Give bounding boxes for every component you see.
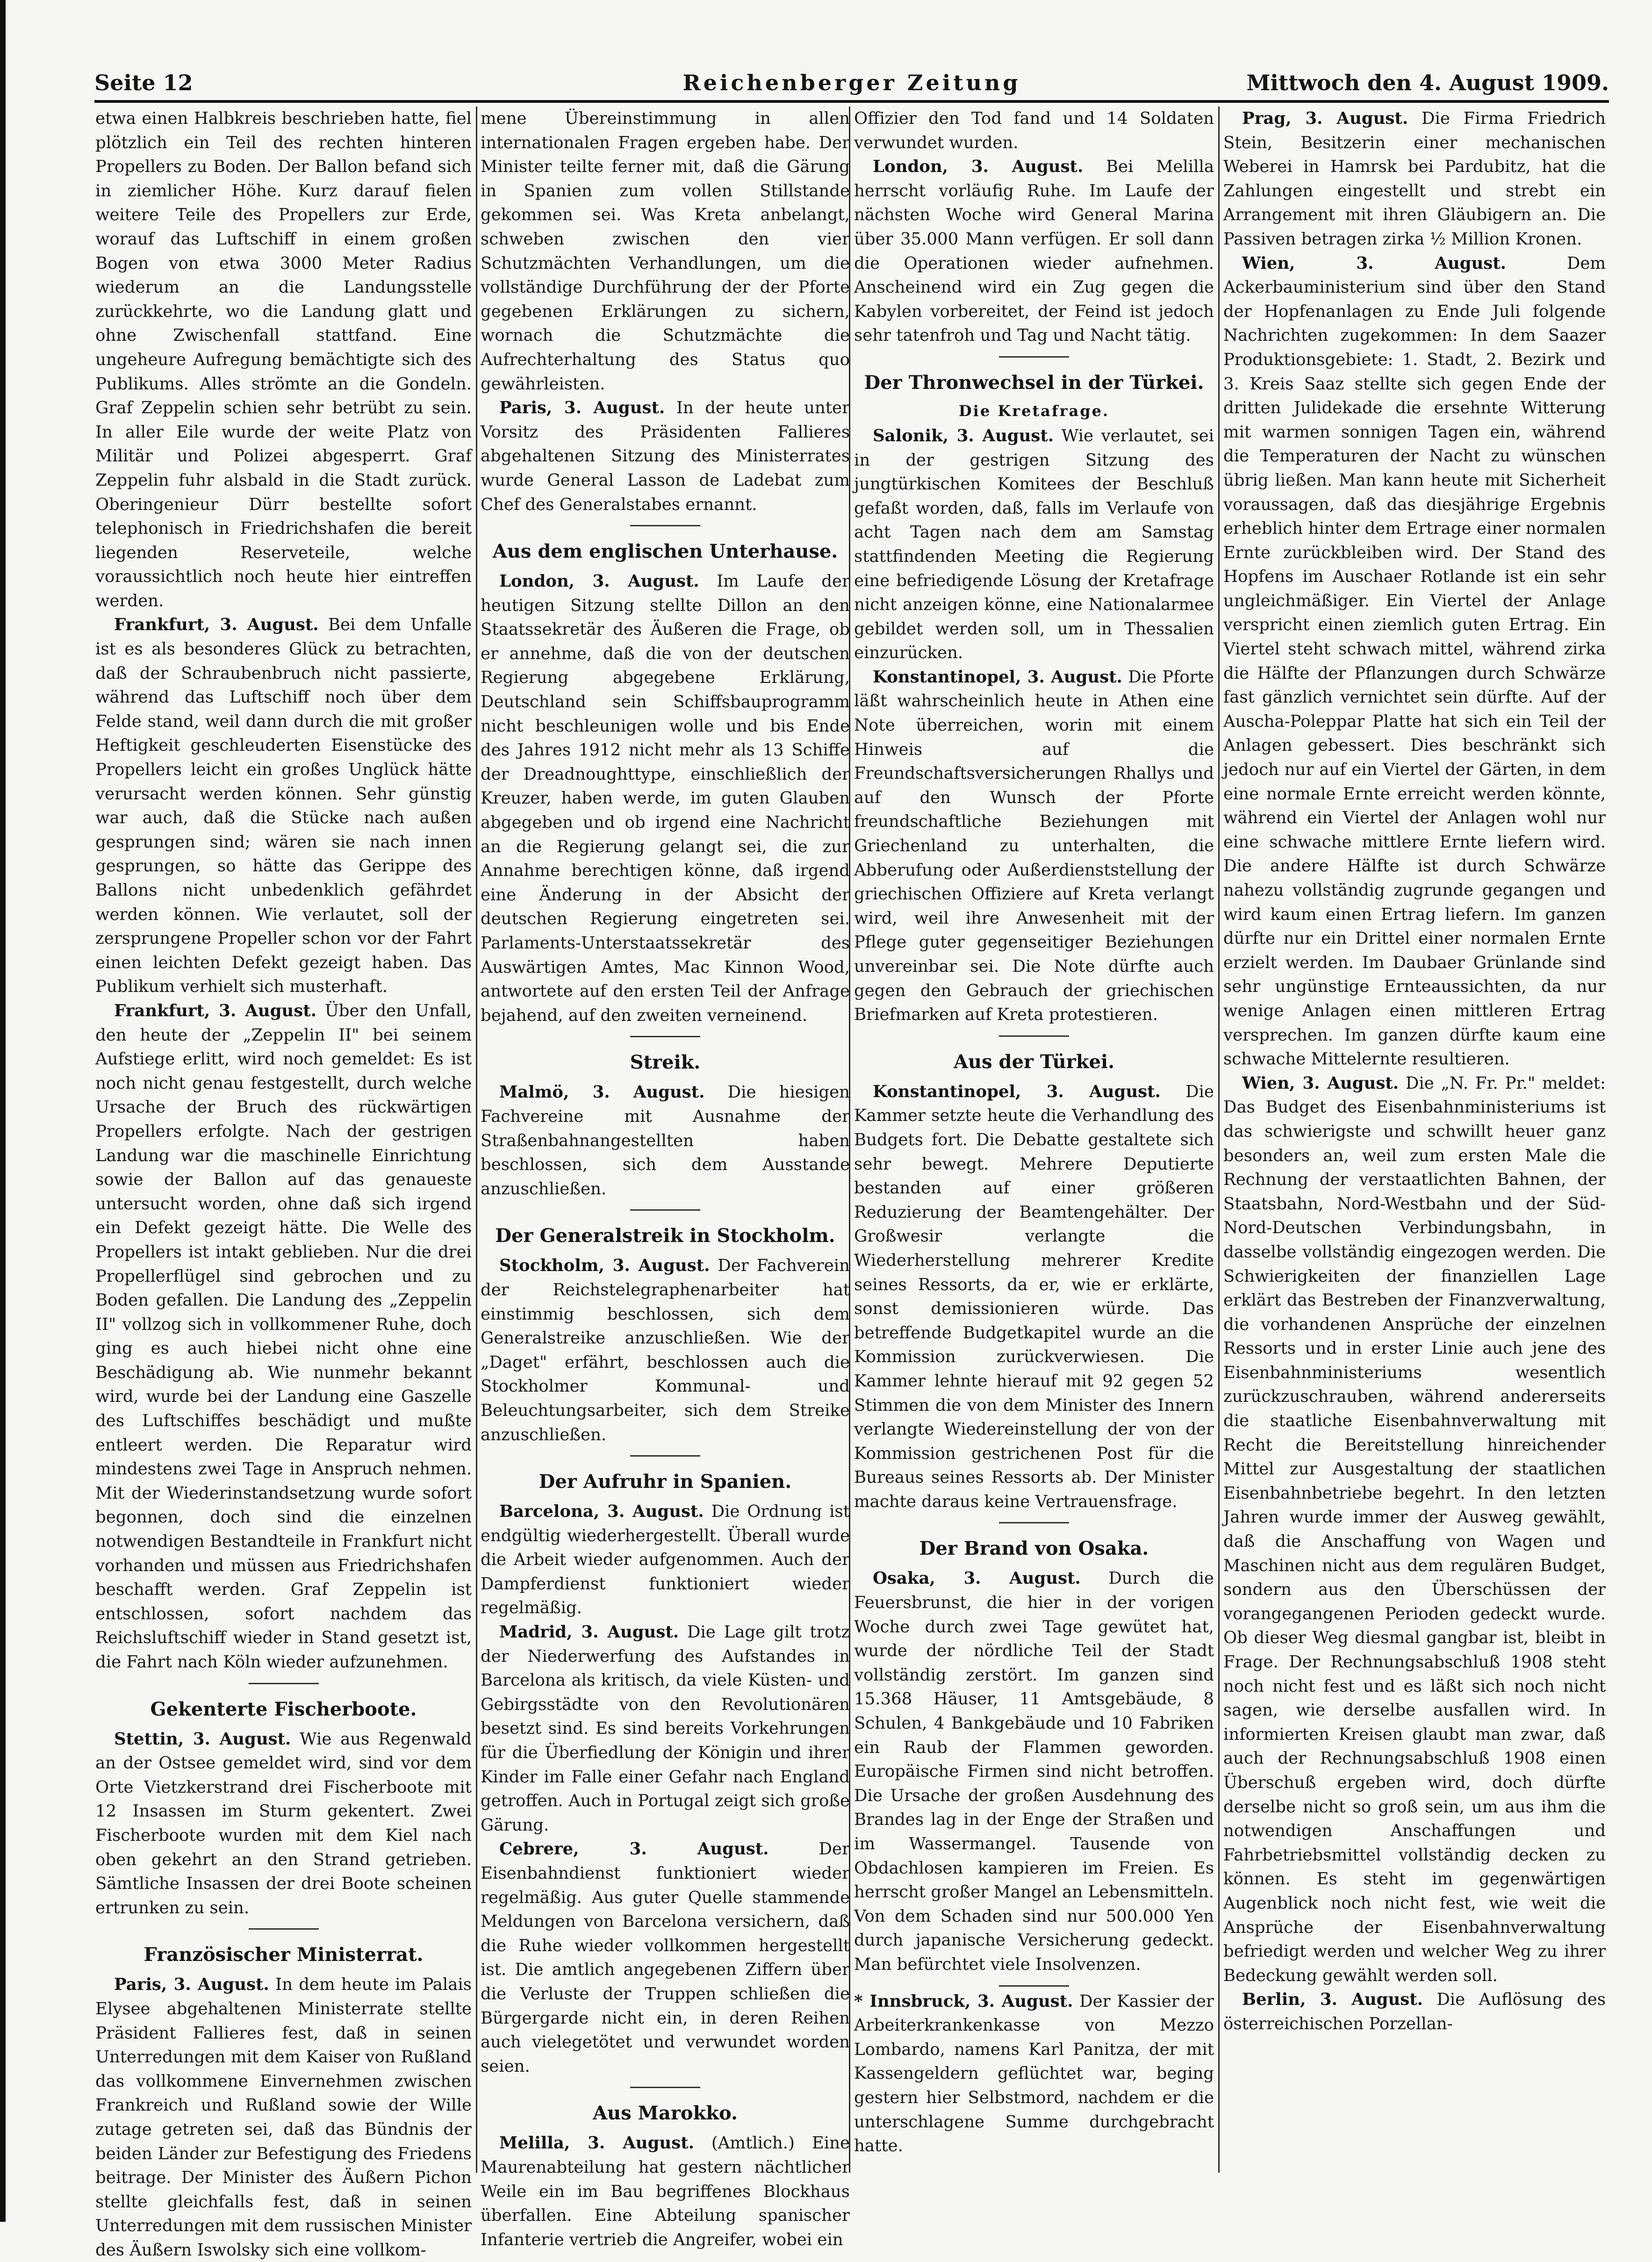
- article-paragraph: Offizier den Tod fand und 14 Soldaten verwundet wurden.: [854, 109, 1214, 152]
- page-header: [94, 70, 1609, 103]
- dateline: London, 3. August.: [873, 157, 1084, 177]
- article-paragraph: [481, 1500, 850, 1620]
- article-headline: Aus der Türkei.: [953, 1050, 1115, 1073]
- article-text: In dem heute im Palais Elysee abgehaltenen Ministerrate stellte Präsident Fallieres fest, daß in seinen Unterredungen mit dem Kaiser von Rußland das vollkommene Einvernehmen zwischen Frankreich und Rußland sowie der Wille zutage getreten sei, daß das Bündnis der beiden Länder zur Befestigung des Friedens beitrage. Der Minister des Äußern Pichon stellte gleichfalls fest, daß in seinen Unterredungen mit dem russischen Minister des Äußern Iswolsky sich eine vollkom-: [95, 1975, 472, 2260]
- article-paragraph: [854, 1566, 1214, 1976]
- dateline: * Innsbruck, 3. August.: [854, 1991, 1073, 2011]
- article-text: Die Firma Friedrich Stein, Besitzerin einer mechanischen Weberei in Hamrsk bei Pardubitz, hat die Zahlungen eingestellt und strebt ein Arrangement mit ihren Gläubigern an. Die Passiven betragen zirka ½ Million Kronen.: [1223, 109, 1606, 249]
- article-paragraph: [481, 396, 850, 517]
- dateline: Frankfurt, 3. August.: [114, 1001, 316, 1020]
- article-paragraph: [95, 613, 472, 999]
- article-paragraph: [1223, 251, 1606, 1071]
- page-number: Seite 12: [94, 70, 193, 95]
- article-headline: Gekenterte Fischerboote.: [150, 1698, 417, 1720]
- article-text: Die Kammer setzte heute die Verhandlung des Budgets fort. Die Debatte gestaltete sich sehr bewegt. Mehrere Deputierte bestanden auf einer größeren Reduzierung der Beamtengehälter. Der Großwesir verlangte die Wiederherstellung mehrerer Kredite seines Ressorts, da er, wie er erklärte, sonst demissionieren würde. Das betreffende Budgetkapitel wurde an die Kommission zurückverwiesen. Die Kammer lehnte hierauf mit 92 gegen 52 Stimmen die von dem Minister des Innern verlangte Wiedereinstellung der von der Kommission gestrichenen Post für die Bureaus seines Ressorts ab. Der Minister machte daraus keine Vertrauensfrage.: [854, 1082, 1214, 1511]
- article-text: In der heute unter Vorsitz des Präsidenten Fallieres abgehaltenen Sitzung des Ministerrates wurde General Lasson de Ladebat zum Chef des Generalstabes ernannt.: [481, 398, 850, 514]
- dateline: Madrid, 3. August.: [499, 1623, 679, 1642]
- article-paragraph: [1223, 1071, 1606, 1988]
- separator: [630, 1455, 700, 1457]
- dateline: London, 3. August.: [499, 572, 699, 591]
- article-headline: Der Generalstreik in Stockholm.: [495, 1225, 835, 1247]
- separator: [999, 356, 1069, 358]
- article-text: Wie verlautet, sei in der gestrigen Sitzung des jungtürkischen Komitees der Beschluß gefaßt worden, daß, falls im Verlaufe von acht Tagen nach dem am Samstag stattfindenden Meeting die Regierung eine befriedigende Lösung der Kretafrage nicht anzeigen könne, eine Nationalarmee gebildet werden soll, um in Thessalien einzurücken.: [854, 426, 1214, 663]
- column-1: [95, 107, 472, 2260]
- article-headline: Streik.: [630, 1051, 701, 1074]
- article-text: Der Eisenbahndienst funktioniert wieder regelmäßig. Aus guter Quelle stammende Meldungen von Barcelona versichern, daß die Ruhe wieder vollkommen hergestellt ist. Die amtlich angegebenen Ziffern über die Verluste der Truppen schließen die Bürgergarde nicht ein, in deren Reihen auch vielegetötet und verwundet worden seien.: [481, 1839, 850, 2076]
- separator: [999, 1035, 1069, 1037]
- article-text: Über den Unfall, den heute der „Zeppelin II" bei seinem Aufstiege erlitt, wird noch gemeldet: Es ist noch nicht genau festgestellt, durch welche Ursache der Bruch des rückwärtigen Propellers erfolgte. Nach der gestrigen Landung war die maschinelle Einrichtung sowie der Ballon auf das genaueste untersucht worden, ohne daß sich irgend ein Defekt gezeigt hätte. Die Welle des Propellers ist intakt geblieben. Nur die drei Propellerflügel sind gebrochen und zu Boden gefallen. Die Landung des „Zeppelin II" vollzog sich in vollkommener Ruhe, doch ging es auch hiebei nicht ohne eine Beschädigung ab. Wie nunmehr bekannt wird, wurde bei der Landung eine Gaszelle des Luftschiffes beschädigt und mußte entleert werden. Die Reparatur wird mindestens zwei Tage in Anspruch nehmen. Mit der Wiederinstandsetzung wurde sofort begonnen, doch sind die einzelnen notwendigen Bestandteile in Frankfurt nicht vorhanden und müssen aus Friedrichshafen beschafft werden. Graf Zeppelin ist entschlossen, sofort nachdem das Reichsluftschiff wieder in Stand gesetzt ist, die Fahrt nach Köln wieder aufzunehmen.: [95, 1001, 472, 1672]
- article-headline: Französischer Ministerrat.: [144, 1944, 424, 1966]
- article-text: Die Ordnung ist endgültig wiederhergestellt. Überall wurde die Arbeit wieder aufgenommen. Auch der Dampferdienst funktioniert wieder regelmäßig.: [481, 1502, 850, 1618]
- article-paragraph: [854, 155, 1214, 348]
- dateline: Cebrere, 3. August.: [499, 1839, 769, 1859]
- dateline: Frankfurt, 3. August.: [114, 615, 319, 635]
- article-text: Bei dem Unfalle ist es als besonderes Glück zu betrachten, daß der Schraubenbruch nicht passierte, während das Luftschiff noch über dem Felde stand, weil dann durch die mit großer Heftigkeit geschleuderten Eisenstücke des Propellers leicht ein großes Unglück hätte verursacht werden können. Sehr günstig war auch, daß die Stücke nach außen gesprungen sind; wären sie nach innen gesprungen, so hätte das Gerippe des Ballons nicht unbedenklich gefährdet werden können. Wie verlautet, soll der zersprungene Propeller schon vor der Fahrt einen leichten Defekt gezeigt haben. Das Publikum verhielt sich musterhaft.: [95, 615, 472, 997]
- article-paragraph: [95, 1973, 472, 2262]
- dateline: Stockholm, 3. August.: [499, 1256, 710, 1276]
- dateline: Salonik, 3. August.: [873, 426, 1054, 445]
- column-3: [854, 107, 1214, 2173]
- article-text: Der Fachverein der Reichstelegraphenarbeiter hat einstimmig beschlossen, sich dem Generalstreike anzuschließen. Wie der „Daget" erfährt, beschlossen auch die Stockholmer Kommunal- und Beleuchtungsarbeiter, sich dem Streike anzuschließen.: [481, 1256, 850, 1444]
- column-2: [481, 107, 850, 2249]
- dateline: Wien, 3. August.: [1242, 253, 1507, 273]
- article-headline: Aus Marokko.: [593, 2102, 738, 2125]
- article-text: Die hiesigen Fachvereine mit Ausnahme der Straßenbahnangestellten haben beschlossen, sich dem Ausstande anzuschließen.: [481, 1083, 850, 1199]
- separator: [630, 525, 700, 526]
- separator: [630, 1036, 700, 1037]
- header-rule: [94, 100, 1609, 103]
- article-text: (Amtlich.) Eine Maurenabteilung hat gestern nächtlicher Weile ein im Bau begriffenes Blockhaus überfallen. Eine Abteilung spanischer Infanterie vertrieb die Angreifer, wobei ein: [481, 2133, 850, 2249]
- separator: [630, 1209, 700, 1211]
- article-paragraph: [854, 1989, 1214, 2158]
- separator: [630, 2087, 700, 2088]
- article-headline: Aus dem englischen Unterhause.: [492, 540, 838, 563]
- article-headline: Der Aufruhr in Spanien.: [539, 1471, 792, 1493]
- dateline: Prag, 3. August.: [1242, 109, 1408, 128]
- article-subheadline: Die Kretafrage.: [958, 402, 1110, 420]
- article-paragraph: [854, 665, 1214, 1027]
- separator: [999, 1522, 1069, 1523]
- article-text: Wie aus Regenwald an der Ostsee gemeldet wird, sind vor dem Orte Vietzkerstrand drei Fischerboote mit 12 Insassen im Sturm gekentert. Zwei Fischerboote wurden mit dem Kiel nach oben gekehrt an den Strand getrieben. Sämtliche Insassen der drei Boote scheinen ertrunken zu sein.: [95, 1729, 472, 1917]
- article-paragraph: etwa einen Halbkreis beschrieben hatte, fiel plötzlich ein Teil des rechten hinteren Propellers zu Boden. Der Ballon befand sich in ziemlicher Höhe. Kurz darauf fielen weitere Teile des Propellers zur Erde, worauf das Luftschiff in einem großen Bogen von etwa 3000 Meter Radius wiederum an die Landungsstelle zurückkehrte, wo die Landung glatt und ohne Zwischenfall stattfand. Eine ungeheure Aufregung bemächtigte sich des Publikums. Alles strömte an die Gondeln. Graf Zeppelin schien sehr betrübt zu sein. In aller Eile wurde der weite Platz von Militär und Polizei abgesperrt. Graf Zeppelin fuhr alsbald in die Stadt zurück. Oberingenieur Dürr bestellte sofort telephonisch in Friedrichshafen die bereit liegenden Reserveteile, welche voraussichtlich noch heute hier eintreffen werden.: [95, 109, 472, 610]
- column-rule: [1218, 107, 1220, 2173]
- separator: [999, 1985, 1069, 1987]
- article-paragraph: [1223, 1988, 1606, 2036]
- separator: [249, 1928, 319, 1930]
- article-text: Dem Ackerbauministerium sind über den Stand der Hopfenanlagen zu Ende Juli folgende Nachrichten zugekommen: In dem Saazer Produktionsgebiete: 1. Stadt, 2. Bezirk und 3. Kreis Saaz stellte sich gegen Ende der dritten Julidekade die ersehnte Witterung mit warmen sonnigen Tagen ein, während die Temperaturen der Nacht zu wünschen übrig ließen. Man kann heute mit Sicherheit voraussagen, daß das diesjährige Ergebnis erheblich hinter dem Ertrage einer normalen Ernte zurückbleiben wird. Der Stand des Hopfens im Auschaer Rotlande ist ein sehr ungleichmäßiger. Ein Viertel der Anlage verspricht einen ziemlich guten Ertrag. Ein Viertel steht schwach mittel, während zirka die Hälfte der Pflanzungen durch Schwärze fast gänzlich vernichtet sein dürfte. Auf der Auscha-Poleppar Platte hat sich ein Teil der Anlagen gebessert. Dies beschränkt sich jedoch nur auf ein Viertel der Gärten, in dem eine normale Ernte erreicht werden könnte, während ein Viertel der Anlagen wohl nur eine schwache mittlere Ernte liefern wird. Die andere Hälfte ist durch Schwärze nahezu vollständig zugrunde gegangen und wird kaum einen Ertrag liefern. Im ganzen dürfte nur ein Drittel einer normalen Ernte erzielt werden. Im Daubaer Grünlande sind sehr ungünstige Ernteaussichten, da nur wenige Anlagen einen mittleren Ertrag versprechen. Im ganzen dürfte kaum eine schwache Mittelernte resultieren.: [1223, 253, 1606, 1069]
- article-headline: Der Brand von Osaka.: [919, 1537, 1149, 1560]
- separator: [249, 1683, 319, 1684]
- article-paragraph: [481, 1254, 850, 1447]
- column-rule: [476, 107, 477, 2173]
- article-text: Der Kassier der Arbeiterkrankenkasse von Mezzo Lombardo, namens Karl Panitza, der mit Kassengeldern geflüchtet war, beging gestern hier Selbstmord, nachdem er die unterschlagene Summe durchgebracht hatte.: [854, 1991, 1214, 2156]
- article-text: Die „N. Fr. Pr." meldet: Das Budget des Eisenbahnministeriums ist das schwierigste und schwillt heuer ganz besonders an, weil zum ersten Male die Rechnung der verstaatlichten Bahnen, der Staatsbahn, Nord-Westbahn und der Süd-Nord-Deutschen Verbindungsbahn, in dasselbe vollständig eingezogen werden. Die Schwierigkeiten der finanziellen Lage erklärt das Bestreben der Finanzverwaltung, die vorhandenen Ansprüche der einzelnen Ressorts und in erster Linie auch jene des Eisenbahnministeriums wesentlich zurückzuschrauben, während andererseits die staatliche Eisenbahnverwaltung mit Recht die Bereitstellung hinreichender Mittel zur Ausgestaltung der staatlichen Eisenbahnbetriebe begehrt. In den letzten Jahren wurde immer der Ausweg gewählt, daß die Anschaffung von Wagen und Maschinen nicht aus dem regulären Budget, sondern aus den Überschüssen der vorangegangenen Perioden gedeckt wurde. Ob dieser Weg diesmal gangbar ist, bleibt in Frage. Der Rechnungsabschluß 1908 steht noch nicht fest und es läßt sich noch nicht sagen, wie derselbe ausfallen wird. In informierten Kreisen glaubt man zwar, daß auch der Rechnungsabschluß 1908 einen Überschuß ergeben wird, doch dürfte derselbe nicht so groß sein, um aus ihm die notwendigen Anschaffungen und Fahrbetriebsmittel vollständig decken zu können. Es steht im gegenwärtigen Augenblick noch nicht fest, wie weit die Ansprüche der Eisenbahnverwaltung befriedigt werden und welcher Weg zu ihrer Bedeckung gewählt werden soll.: [1223, 1073, 1606, 1985]
- article-paragraph: mene Übereinstimmung in allen internationalen Fragen ergeben habe. Der Minister teilte ferner mit, daß die Gärung in Spanien zum vollen Stillstande gekommen sei. Was Kreta anbelangt, schweben zwischen den vier Schutzmächten Verhandlungen, um die vollständige Durchführung der der Pforte gegebenen Erklärungen zu sichern, wornach die Schutzmächte die Aufrechterhaltung des Status quo gewährleisten.: [481, 109, 850, 394]
- article-text: Die Pforte läßt wahrscheinlich heute in Athen eine Note überreichen, worin mit einem Hinweis auf die Freundschaftsversicherungen Rhallys und auf den Wunsch der Pforte freundschaftliche Beziehungen mit Griechenland zu unterhalten, die Abberufung oder Außerdienststellung der griechischen Offiziere auf Kreta verlangt wird, weil ihre Anwesenheit mit der Pflege guter gegenseitiger Beziehungen unvereinbar sei. Die Note dürfte auch gegen den Gebrauch der griechischen Briefmarken auf Kreta protestieren.: [854, 667, 1214, 1025]
- newspaper-title: Reichenberger Zeitung: [682, 70, 1021, 95]
- article-paragraph: [481, 2131, 850, 2252]
- dateline: Melilla, 3. August.: [499, 2133, 694, 2153]
- dateline: Konstantinopel, 3. August.: [873, 1082, 1161, 1101]
- article-text: Bei Melilla herrscht vorläufig Ruhe. Im Laufe der nächsten Woche wird General Marina über 35.000 Mann verfügen. Er soll dann die Operationen wieder aufnehmen. Anscheinend wird ein Zug gegen die Kabylen vorbereitet, der Feind ist jedoch sehr tatenfroh und Tag und Nacht tätig.: [854, 157, 1214, 345]
- dateline: Osaka, 3. August.: [873, 1569, 1081, 1588]
- dateline: Malmö, 3. August.: [499, 1083, 705, 1102]
- article-text: Die Lage gilt trotz der Niederwerfung des Aufstandes in Barcelona als kritisch, da viele Küsten- und Gebirgsstädte von den Revolutionären besetzt sind. Es sind bereits Vorkehrungen für die Überfiedlung der Königin und ihrer Kinder im Falle einer Gefahr nach England getroffen. Auch in Portugal zeigt sich große Gärung.: [481, 1623, 850, 1835]
- dateline: Barcelona, 3. August.: [499, 1502, 704, 1522]
- dateline: Konstantinopel, 3. August.: [873, 667, 1122, 687]
- article-text: Die Auflösung des österreichischen Porzellan-: [1223, 1990, 1606, 2033]
- dateline: Wien, 3. August.: [1242, 1073, 1399, 1093]
- article-paragraph: [481, 1620, 850, 1837]
- article-paragraph: [95, 999, 472, 1674]
- dateline: Paris, 3. August.: [114, 1975, 269, 1995]
- dateline: Paris, 3. August.: [499, 398, 665, 418]
- article-text: Durch die Feuersbrunst, die hier in der vorigen Woche durch zwei Tage gewütet hat, wurde der nördliche Teil der Stadt vollständig zerstört. Im ganzen sind 15.368 Häuser, 11 Amtsgebäude, 8 Schulen, 4 Bankgebäude und 10 Fabriken ein Raub der Flammen geworden. Europäische Firmen sind nicht betroffen. Die Ursache der großen Ausdehnung des Brandes lag in der Enge der Straßen und im Wassermangel. Tausende von Obdachlosen kampieren im Freien. Es herrscht großer Mangel an Lebensmitteln. Von dem Schaden sind nur 500.000 Yen durch japanische Versicherung gedeckt. Man befürchtet viele Insolvenzen.: [854, 1569, 1214, 1974]
- issue-date: Mittwoch den 4. August 1909.: [1246, 70, 1609, 95]
- article-text: Im Laufe der heutigen Sitzung stellte Dillon an den Staatssekretär des Äußeren die Frage, ob er annehme, daß die von der deutschen Regierung abgegebene Erklärung, Deutschland sein Schiffsbauprogramm nicht beschleunigen wolle und bis Ende des Jahres 1912 nicht mehr als 13 Schiffe der Dreadnoughttype, einschließlich der Kreuzer, haben werde, im guten Glauben abgegeben und ob irgend eine Nachricht an die Regierung gelangt sei, die zur Annahme berechtigen könne, daß irgend eine Änderung in der Absicht der deutschen Regierung eingetreten sei. Parlaments-Unterstaatssekretär des Auswärtigen Amtes, Mac Kinnon Wood, antwortete auf den ersten Teil der Anfrage bejahend, auf den zweiten verneinend.: [481, 572, 850, 1025]
- dateline: Berlin, 3. August.: [1242, 1990, 1423, 2010]
- article-paragraph: [1223, 107, 1606, 251]
- article-headline: Der Thronwechsel in der Türkei.: [864, 371, 1204, 394]
- dateline: Stettin, 3. August.: [114, 1729, 291, 1749]
- article-paragraph: [481, 1837, 850, 2078]
- article-paragraph: [854, 1080, 1214, 1514]
- article-paragraph: [481, 1080, 850, 1201]
- article-paragraph: [481, 569, 850, 1027]
- article-paragraph: [95, 1727, 472, 1920]
- article-paragraph: [854, 424, 1214, 665]
- column-4: [1223, 107, 1606, 2173]
